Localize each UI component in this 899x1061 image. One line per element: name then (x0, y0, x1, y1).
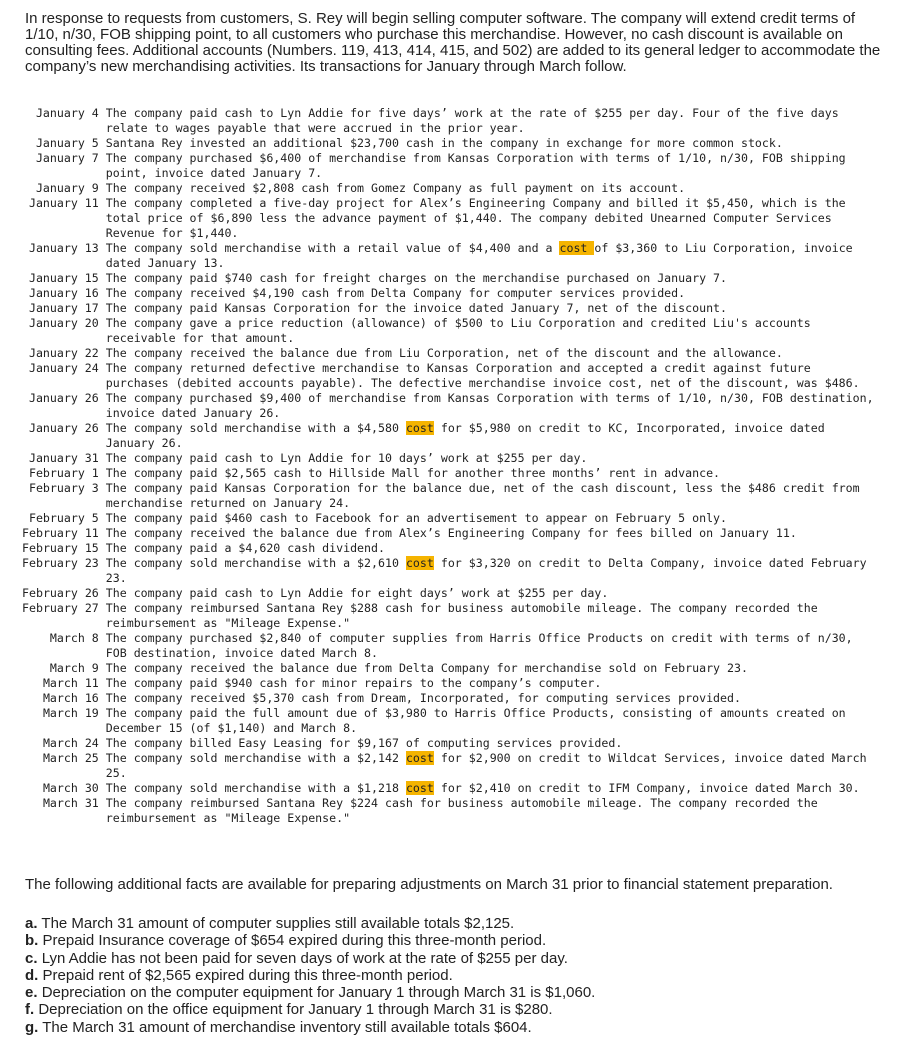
transaction-row (22, 181, 874, 196)
transaction-row (22, 391, 874, 421)
description-text: The company paid $740 cash for freight charges on the merchandise purchased on January 7. (105, 271, 728, 285)
transaction-description (106, 271, 874, 286)
transaction-date: January 4 (35, 106, 99, 120)
description-text: The company gave a price reduction (allowance) of $500 to Liu Corporation and credited Liu's accounts receivable for that amount. (105, 316, 811, 345)
fact-text: The March 31 amount of computer supplies still available totals $2,125. (41, 915, 515, 932)
adjustment-facts-list (25, 915, 595, 1036)
transaction-row (22, 661, 874, 676)
fact-text: The March 31 amount of merchandise inventory still available totals $604. (42, 1018, 532, 1036)
transaction-description (106, 421, 874, 451)
description-text: The company sold merchandise with a $2,610 (105, 556, 406, 570)
fact-text: Prepaid rent of $2,565 expired during this three-month period. (42, 966, 453, 984)
fact-text: Depreciation on the computer equipment for January 1 through March 31 is $1,060. (41, 984, 596, 1002)
fact-text: Prepaid Insurance coverage of $654 expired during this three-month period. (42, 932, 547, 950)
description-text: The company received $4,190 cash from Delta Company for computer services provided. (105, 286, 686, 300)
highlighted-term: cost (559, 241, 595, 255)
fact-letter: g. (25, 1018, 39, 1036)
fact-text: Lyn Addie has not been paid for seven days of work at the rate of $255 per day. (41, 949, 568, 967)
transaction-description (106, 391, 874, 421)
fact-letter: c. (25, 949, 38, 967)
transaction-row (22, 796, 874, 826)
transaction-date: January 16 (28, 286, 99, 300)
transaction-date: March 19 (42, 706, 99, 720)
transaction-date: February 1 (28, 466, 99, 480)
transaction-description (106, 316, 874, 346)
transaction-row (22, 676, 874, 691)
transaction-description (106, 796, 874, 826)
transaction-date: January 22 (28, 346, 99, 360)
transaction-row (22, 511, 874, 526)
transaction-date: March 31 (42, 796, 99, 810)
transaction-date: February 5 (28, 511, 99, 525)
fact-letter: f. (25, 1001, 35, 1019)
fact-letter: b. (25, 932, 39, 950)
transaction-row (22, 781, 874, 796)
transaction-description (106, 346, 874, 361)
facts-intro: The following additional facts are available for preparing adjustments on March 31 prior to financial statement preparation. (25, 876, 833, 893)
transaction-date: January 24 (28, 361, 99, 375)
transaction-date: January 15 (28, 271, 99, 285)
transaction-date: February 23 (22, 556, 99, 570)
description-text: for $2,900 on credit to Wildcat Services, invoice dated March 25. (105, 751, 867, 780)
highlighted-term: cost (405, 556, 434, 570)
description-text: The company purchased $6,400 of merchandise from Kansas Corporation with terms of 1/10, n/30, FOB shipping point, invoice dated January 7. (105, 151, 846, 180)
transaction-row (22, 466, 874, 481)
description-text: The company sold merchandise with a $1,218 (105, 781, 406, 795)
transaction-row (22, 106, 874, 136)
description-text: The company reimbursed Santana Rey $224 cash for business automobile mileage. The company recorded the reimbursement as "Mileage Expense." (105, 796, 818, 825)
intro-paragraph: In response to requests from customers, S. Rey will begin selling computer software. The company will extend credit terms of 1/10, n/30, FOB shipping point, to all customers who purchase this merchandise. However, no cash discount is available on consulting fees. Additional accounts (Numbers. 119, 413, 414, 415, and 502) are added to its general ledger to accommodate the company’s new merchandising activities. Its transactions for January through March follow. (25, 10, 881, 75)
transaction-date: March 30 (42, 781, 99, 795)
description-text: The company received $5,370 cash from Dream, Incorporated, for computing services provided. (105, 691, 741, 705)
transaction-row (22, 481, 874, 511)
transaction-date: February 3 (28, 481, 99, 495)
transaction-description (106, 241, 874, 271)
transaction-date: March 25 (42, 751, 99, 765)
description-text: of $3,360 to Liu Corporation, invoice dated January 13. (105, 241, 853, 270)
fact-item (25, 1019, 595, 1036)
transaction-date: March 11 (42, 676, 99, 690)
description-text: The company paid the full amount due of $3,980 to Harris Office Products, consisting of amounts created on December 15 (of $1,140) and March 8. (105, 706, 846, 735)
transaction-row (22, 736, 874, 751)
description-text: The company returned defective merchandise to Kansas Corporation and accepted a credit against future purchases (debited accounts payable). The defective merchandise invoice cost, net of the discount, was $486. (105, 361, 860, 390)
transaction-row (22, 601, 874, 631)
transaction-description (106, 466, 874, 481)
description-text: for $5,980 on credit to KC, Incorporated, invoice dated January 26. (105, 421, 825, 450)
highlighted-term: cost (405, 421, 434, 435)
description-text: The company sold merchandise with a $4,580 (105, 421, 406, 435)
transaction-date: February 27 (22, 601, 99, 615)
transaction-date: January 26 (28, 391, 99, 405)
transaction-description (106, 751, 874, 781)
transaction-row (22, 316, 874, 346)
highlighted-term: cost (405, 781, 434, 795)
transaction-date: January 13 (28, 241, 99, 255)
fact-letter: e. (25, 984, 38, 1002)
transaction-row (22, 196, 874, 241)
transaction-description (106, 631, 874, 661)
transaction-row (22, 361, 874, 391)
transaction-row (22, 691, 874, 706)
transaction-description (106, 481, 874, 511)
transaction-row (22, 286, 874, 301)
description-text: The company purchased $9,400 of merchandise from Kansas Corporation with terms of 1/10, n/30, FOB destination, invoice dated January 26. (105, 391, 874, 420)
description-text: The company received the balance due from Liu Corporation, net of the discount and the allowance. (105, 346, 783, 360)
fact-item (25, 915, 595, 932)
transaction-row (22, 586, 874, 601)
transaction-date: January 31 (28, 451, 99, 465)
transaction-row (22, 526, 874, 541)
transaction-description (106, 301, 874, 316)
transaction-date: January 9 (35, 181, 99, 195)
transaction-row (22, 151, 874, 181)
transaction-date: January 7 (35, 151, 99, 165)
description-text: The company paid $940 cash for minor repairs to the company’s computer. (105, 676, 602, 690)
description-text: The company paid Kansas Corporation for the invoice dated January 7, net of the discount. (105, 301, 728, 315)
description-text: The company purchased $2,840 of computer supplies from Harris Office Products on credit with terms of n/30, FOB destination, invoice dated March 8. (105, 631, 853, 660)
fact-item (25, 967, 595, 984)
transaction-description (106, 781, 874, 796)
transactions-table (22, 106, 874, 826)
description-text: Santana Rey invested an additional $23,700 cash in the company in exchange for more common stock. (105, 136, 783, 150)
description-text: The company sold merchandise with a $2,142 (105, 751, 406, 765)
description-text: The company reimbursed Santana Rey $288 cash for business automobile mileage. The company recorded the reimbursement as "Mileage Expense." (105, 601, 818, 630)
description-text: The company completed a five-day project for Alex’s Engineering Company and billed it $5,450, which is the total price of $6,890 less the advance payment of $1,440. The company debited Unearned Computer Services Revenue for $1,440. (105, 196, 846, 240)
transaction-row (22, 541, 874, 556)
description-text: The company received $2,808 cash from Gomez Company as full payment on its account. (105, 181, 686, 195)
transaction-row (22, 451, 874, 466)
description-text: The company paid $2,565 cash to Hillside Mall for another three months’ rent in advance. (105, 466, 721, 480)
description-text: for $3,320 on credit to Delta Company, invoice dated February 23. (105, 556, 867, 585)
transaction-description (106, 196, 874, 241)
transaction-row (22, 556, 874, 586)
transaction-row (22, 136, 874, 151)
transaction-date: January 20 (28, 316, 99, 330)
description-text: The company paid cash to Lyn Addie for five days’ work at the rate of $255 per day. Four of the five days relate to wages payable that were accrued in the prior year. (105, 106, 839, 135)
transaction-row (22, 241, 874, 271)
transaction-date: January 11 (28, 196, 99, 210)
transaction-description (106, 151, 874, 181)
transaction-row (22, 346, 874, 361)
fact-item (25, 950, 595, 967)
transaction-description (106, 136, 874, 151)
transaction-date: March 9 (49, 661, 99, 675)
transaction-description (106, 736, 874, 751)
transaction-description (106, 556, 874, 586)
transaction-row (22, 271, 874, 286)
description-text: The company paid a $4,620 cash dividend. (105, 541, 385, 555)
transaction-description (106, 451, 874, 466)
transaction-date: March 8 (49, 631, 99, 645)
description-text: The company paid Kansas Corporation for the balance due, net of the cash discount, less the $486 credit from merchandise returned on January 24. (105, 481, 860, 510)
transaction-date: February 15 (22, 541, 99, 555)
transaction-date: March 24 (42, 736, 99, 750)
transaction-description (106, 511, 874, 526)
transaction-row (22, 421, 874, 451)
transaction-description (106, 181, 874, 196)
transaction-description (106, 541, 874, 556)
transactions-body (22, 106, 874, 826)
transaction-date: February 26 (22, 586, 99, 600)
fact-item (25, 984, 595, 1001)
transaction-description (106, 691, 874, 706)
transaction-date: January 5 (35, 136, 99, 150)
description-text: The company sold merchandise with a retail value of $4,400 and a (105, 241, 560, 255)
transaction-date: January 26 (28, 421, 99, 435)
transaction-date: February 11 (22, 526, 99, 540)
fact-item (25, 1001, 595, 1018)
description-text: The company paid $460 cash to Facebook for an advertisement to appear on February 5 only. (105, 511, 728, 525)
transaction-description (106, 601, 874, 631)
fact-letter: d. (25, 966, 39, 984)
transaction-row (22, 301, 874, 316)
description-text: The company paid cash to Lyn Addie for 10 days’ work at $255 per day. (105, 451, 588, 465)
transaction-description (106, 286, 874, 301)
transaction-row (22, 706, 874, 736)
transaction-row (22, 631, 874, 661)
description-text: The company billed Easy Leasing for $9,167 of computing services provided. (105, 736, 623, 750)
description-text: The company received the balance due from Delta Company for merchandise sold on February 23. (105, 661, 748, 675)
transaction-description (106, 361, 874, 391)
fact-text: Depreciation on the office equipment for January 1 through March 31 is $280. (38, 1001, 553, 1019)
transaction-description (106, 106, 874, 136)
description-text: for $2,410 on credit to IFM Company, invoice dated March 30. (433, 781, 860, 795)
transaction-description (106, 676, 874, 691)
transaction-description (106, 526, 874, 541)
transaction-date: January 17 (28, 301, 99, 315)
transaction-description (106, 661, 874, 676)
highlighted-term: cost (405, 751, 434, 765)
transaction-date: March 16 (42, 691, 99, 705)
transaction-description (106, 706, 874, 736)
description-text: The company received the balance due from Alex’s Engineering Company for fees billed on January 11. (105, 526, 797, 540)
fact-item (25, 932, 595, 949)
description-text: The company paid cash to Lyn Addie for eight days’ work at $255 per day. (105, 586, 609, 600)
fact-letter: a. (25, 915, 38, 932)
transaction-row (22, 751, 874, 781)
transaction-description (106, 586, 874, 601)
